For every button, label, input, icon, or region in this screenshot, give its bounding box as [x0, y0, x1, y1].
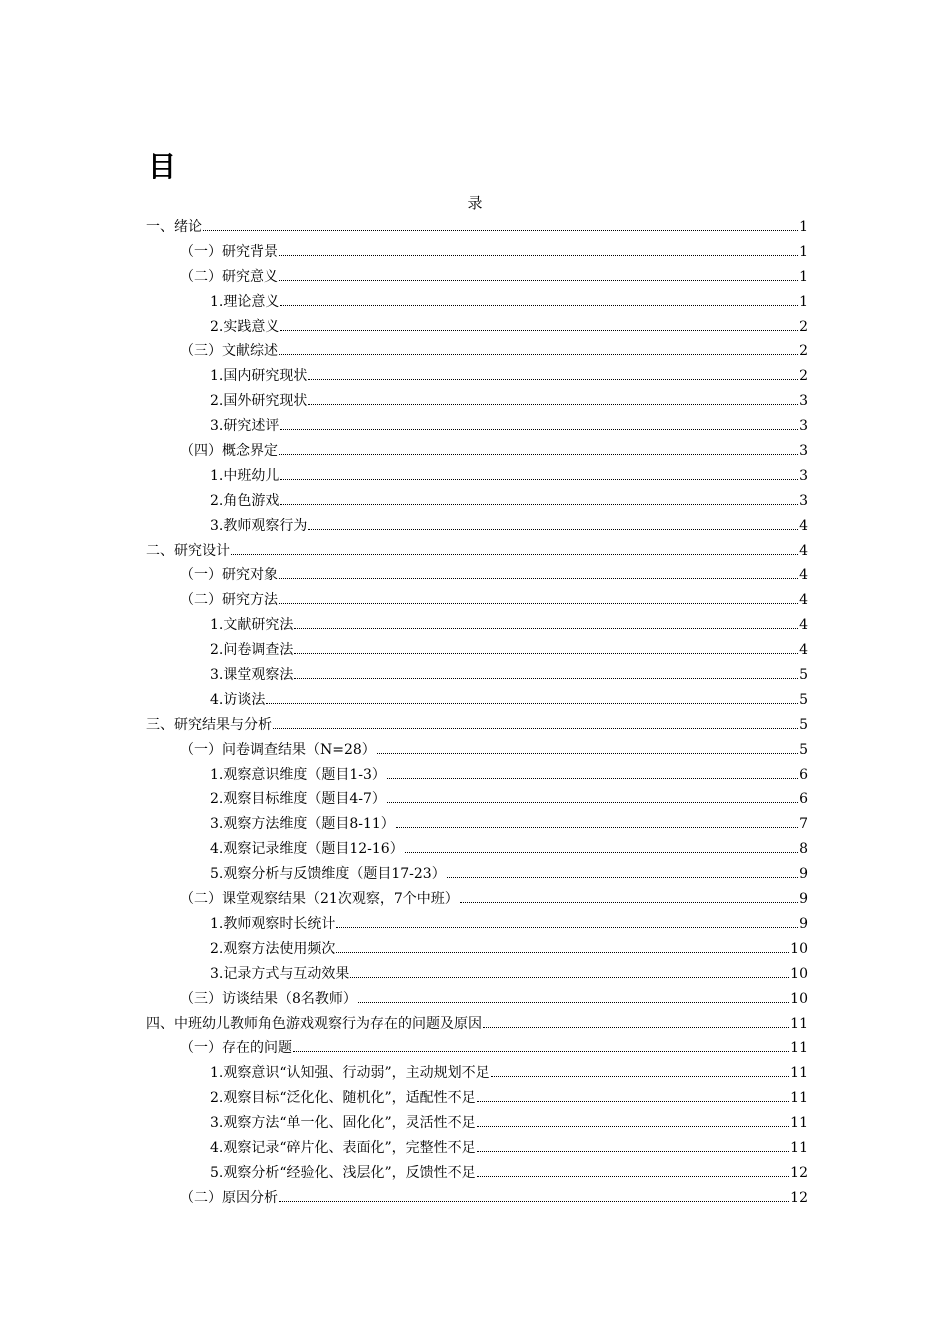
toc-dot-leader [350, 977, 789, 978]
toc-entry-label: （一）研究对象 [180, 567, 278, 584]
toc-entry-page-number: 12 [790, 1189, 808, 1206]
toc-entry-label: 1.观察意识“认知强、行动弱”，主动规划不足 [210, 1065, 490, 1082]
toc-entry[interactable] [146, 215, 808, 240]
toc-entry-page-number: 4 [799, 517, 808, 534]
toc-entry-page-number: 5 [799, 716, 808, 733]
toc-dot-leader [477, 1101, 790, 1102]
toc-entry-page-number: 6 [799, 791, 808, 808]
toc-entry-label: 3.观察方法“单一化、固化化”，灵活性不足 [210, 1115, 476, 1132]
toc-entry[interactable] [146, 563, 808, 588]
toc-entry[interactable] [146, 1186, 808, 1211]
toc-entry-label: 2.观察方法使用频次 [210, 940, 336, 957]
toc-entry-label: 二、研究设计 [146, 542, 230, 559]
toc-dot-leader [294, 678, 798, 679]
toc-entry-page-number: 5 [799, 667, 808, 684]
toc-entry[interactable] [146, 787, 808, 812]
toc-entry-page-number: 1 [799, 293, 808, 310]
toc-entry-label: 1.观察意识维度（题目1-3） [210, 766, 386, 783]
toc-entry[interactable] [146, 315, 808, 340]
table-of-contents [146, 215, 808, 1211]
toc-dot-leader [279, 454, 798, 455]
toc-dot-leader [279, 354, 798, 355]
toc-entry-page-number: 4 [799, 567, 808, 584]
toc-entry-page-number: 4 [799, 542, 808, 559]
toc-entry[interactable] [146, 987, 808, 1012]
toc-dot-leader [405, 852, 798, 853]
toc-entry-label: 2.实践意义 [210, 318, 280, 335]
toc-dot-leader [293, 1051, 789, 1052]
toc-dot-leader [387, 778, 798, 779]
toc-entry-label: （一）研究背景 [180, 243, 278, 260]
toc-dot-leader [387, 802, 798, 803]
toc-entry-page-number: 10 [790, 940, 808, 957]
toc-entry-page-number: 11 [790, 1139, 808, 1156]
toc-entry[interactable] [146, 937, 808, 962]
toc-entry-page-number: 2 [799, 318, 808, 335]
toc-entry-page-number: 4 [799, 642, 808, 659]
toc-entry-page-number: 7 [799, 816, 808, 833]
toc-entry-page-number: 4 [799, 617, 808, 634]
toc-entry-page-number: 2 [799, 368, 808, 385]
toc-entry-page-number: 3 [799, 418, 808, 435]
toc-dot-leader [231, 554, 798, 555]
toc-entry-label: 3.教师观察行为 [210, 517, 308, 534]
toc-heading-second-char: 录 [467, 194, 483, 212]
toc-entry-page-number: 3 [799, 467, 808, 484]
toc-dot-leader [280, 429, 798, 430]
toc-entry-label: 3.研究述评 [210, 418, 280, 435]
toc-dot-leader [279, 603, 798, 604]
toc-entry-page-number: 11 [790, 1040, 808, 1057]
toc-entry[interactable] [146, 1161, 808, 1186]
toc-entry-page-number: 9 [799, 891, 808, 908]
toc-entry-page-number: 8 [799, 841, 808, 858]
toc-entry[interactable] [146, 439, 808, 464]
toc-entry-label: 一、绪论 [146, 219, 202, 235]
toc-entry[interactable] [146, 1136, 808, 1161]
toc-dot-leader [477, 1126, 790, 1127]
toc-dot-leader [308, 529, 798, 530]
toc-entry-label: （二）原因分析 [180, 1189, 278, 1206]
toc-entry-label: 3.观察方法维度（题目8-11） [210, 816, 395, 833]
toc-entry-label: 5.观察分析与反馈维度（题目17-23） [210, 866, 446, 883]
toc-entry-page-number: 5 [799, 741, 808, 758]
toc-entry[interactable] [146, 539, 808, 564]
toc-entry-page-number: 1 [799, 243, 808, 260]
toc-entry[interactable] [146, 1111, 808, 1136]
toc-entry[interactable] [146, 887, 808, 912]
toc-dot-leader [396, 827, 798, 828]
toc-entry-page-number: 11 [790, 1015, 808, 1032]
toc-entry-label: 3.课堂观察法 [210, 667, 294, 684]
toc-entry-page-number: 3 [799, 492, 808, 509]
toc-entry[interactable] [146, 464, 808, 489]
toc-entry-label: 2.观察目标“泛化化、随机化”，适配性不足 [210, 1090, 476, 1107]
toc-entry-page-number: 3 [799, 393, 808, 410]
toc-entry[interactable] [146, 713, 808, 738]
toc-dot-leader [358, 1002, 789, 1003]
toc-dot-leader [336, 927, 798, 928]
toc-entry-label: （二）课堂观察结果（21次观察，7个中班） [180, 891, 459, 908]
toc-entry[interactable] [146, 489, 808, 514]
toc-entry-label: 4.访谈法 [210, 691, 266, 708]
toc-entry-label: 四、中班幼儿教师角色游戏观察行为存在的问题及原因 [146, 1015, 482, 1032]
toc-entry-page-number: 9 [799, 866, 808, 883]
toc-entry[interactable] [146, 812, 808, 837]
toc-dot-leader [447, 877, 798, 878]
toc-entry[interactable] [146, 688, 808, 713]
toc-entry-label: （二）研究方法 [180, 592, 278, 609]
toc-entry-label: 三、研究结果与分析 [146, 716, 272, 733]
toc-entry[interactable] [146, 414, 808, 439]
toc-entry-page-number: 1 [799, 219, 808, 235]
toc-heading-first-char: 目 [148, 150, 177, 183]
toc-entry-label: 1.文献研究法 [210, 617, 294, 634]
toc-entry-label: 2.观察目标维度（题目4-7） [210, 791, 386, 808]
toc-entry-label: 2.国外研究现状 [210, 393, 308, 410]
toc-entry-label: 4.观察记录维度（题目12-16） [210, 841, 404, 858]
toc-entry-label: 5.观察分析“经验化、浅层化”，反馈性不足 [210, 1164, 476, 1181]
toc-entry[interactable] [146, 1036, 808, 1061]
toc-entry-label: 1.教师观察时长统计 [210, 915, 336, 932]
toc-entry-label: 3.记录方式与互动效果 [210, 965, 350, 982]
toc-entry-label: 4.观察记录“碎片化、表面化”，完整性不足 [210, 1139, 476, 1156]
toc-entry-page-number: 10 [790, 965, 808, 982]
toc-dot-leader [279, 255, 798, 256]
toc-entry-page-number: 9 [799, 915, 808, 932]
toc-dot-leader [308, 404, 798, 405]
toc-dot-leader [308, 379, 798, 380]
toc-dot-leader [266, 703, 798, 704]
toc-entry-label: 2.问卷调查法 [210, 642, 294, 659]
toc-entry[interactable] [146, 514, 808, 539]
toc-entry[interactable] [146, 240, 808, 265]
toc-entry-page-number: 11 [790, 1065, 808, 1082]
toc-entry-page-number: 2 [799, 343, 808, 360]
toc-entry-label: （一）存在的问题 [180, 1040, 292, 1057]
toc-dot-leader [460, 902, 798, 903]
toc-entry-label: （三）访谈结果（8名教师） [180, 990, 357, 1007]
toc-dot-leader [280, 479, 798, 480]
toc-dot-leader [377, 753, 798, 754]
toc-dot-leader [273, 728, 798, 729]
toc-entry-label: （三）文献综述 [180, 343, 278, 360]
toc-entry-label: 1.国内研究现状 [210, 368, 308, 385]
toc-entry[interactable] [146, 1061, 808, 1086]
toc-entry[interactable] [146, 265, 808, 290]
toc-dot-leader [477, 1151, 790, 1152]
toc-entry-label: 2.角色游戏 [210, 492, 280, 509]
toc-entry-page-number: 3 [799, 443, 808, 460]
toc-entry-page-number: 1 [799, 268, 808, 285]
toc-dot-leader [203, 230, 798, 231]
toc-entry-page-number: 12 [790, 1164, 808, 1181]
toc-entry-page-number: 5 [799, 691, 808, 708]
toc-dot-leader [294, 628, 798, 629]
toc-dot-leader [279, 578, 798, 579]
toc-dot-leader [483, 1027, 789, 1028]
toc-entry-page-number: 11 [790, 1090, 808, 1107]
toc-dot-leader [280, 330, 798, 331]
toc-entry[interactable] [146, 663, 808, 688]
toc-entry[interactable] [146, 339, 808, 364]
toc-entry[interactable] [146, 1012, 808, 1037]
toc-entry[interactable] [146, 837, 808, 862]
toc-entry-page-number: 6 [799, 766, 808, 783]
toc-entry[interactable] [146, 638, 808, 663]
toc-entry[interactable] [146, 389, 808, 414]
toc-entry[interactable] [146, 1086, 808, 1111]
toc-entry-label: （四）概念界定 [180, 443, 278, 460]
toc-dot-leader [279, 1201, 789, 1202]
toc-entry-page-number: 4 [799, 592, 808, 609]
toc-entry[interactable] [146, 962, 808, 987]
toc-entry-label: 1.理论意义 [210, 293, 280, 310]
toc-dot-leader [280, 504, 798, 505]
toc-entry-page-number: 11 [790, 1115, 808, 1132]
toc-dot-leader [280, 305, 798, 306]
toc-dot-leader [477, 1176, 790, 1177]
toc-entry[interactable] [146, 738, 808, 763]
toc-dot-leader [279, 280, 798, 281]
toc-entry[interactable] [146, 588, 808, 613]
toc-entry-page-number: 10 [790, 990, 808, 1007]
toc-entry[interactable] [146, 862, 808, 887]
toc-entry[interactable] [146, 364, 808, 389]
toc-dot-leader [336, 952, 789, 953]
toc-dot-leader [294, 653, 798, 654]
toc-entry[interactable] [146, 912, 808, 937]
toc-dot-leader [491, 1076, 790, 1077]
toc-entry-label: （一）问卷调查结果（N=28） [180, 741, 376, 758]
toc-entry[interactable] [146, 763, 808, 788]
toc-entry-label: 1.中班幼儿 [210, 467, 280, 484]
toc-entry[interactable] [146, 290, 808, 315]
toc-entry-label: （二）研究意义 [180, 268, 278, 285]
toc-entry[interactable] [146, 613, 808, 638]
